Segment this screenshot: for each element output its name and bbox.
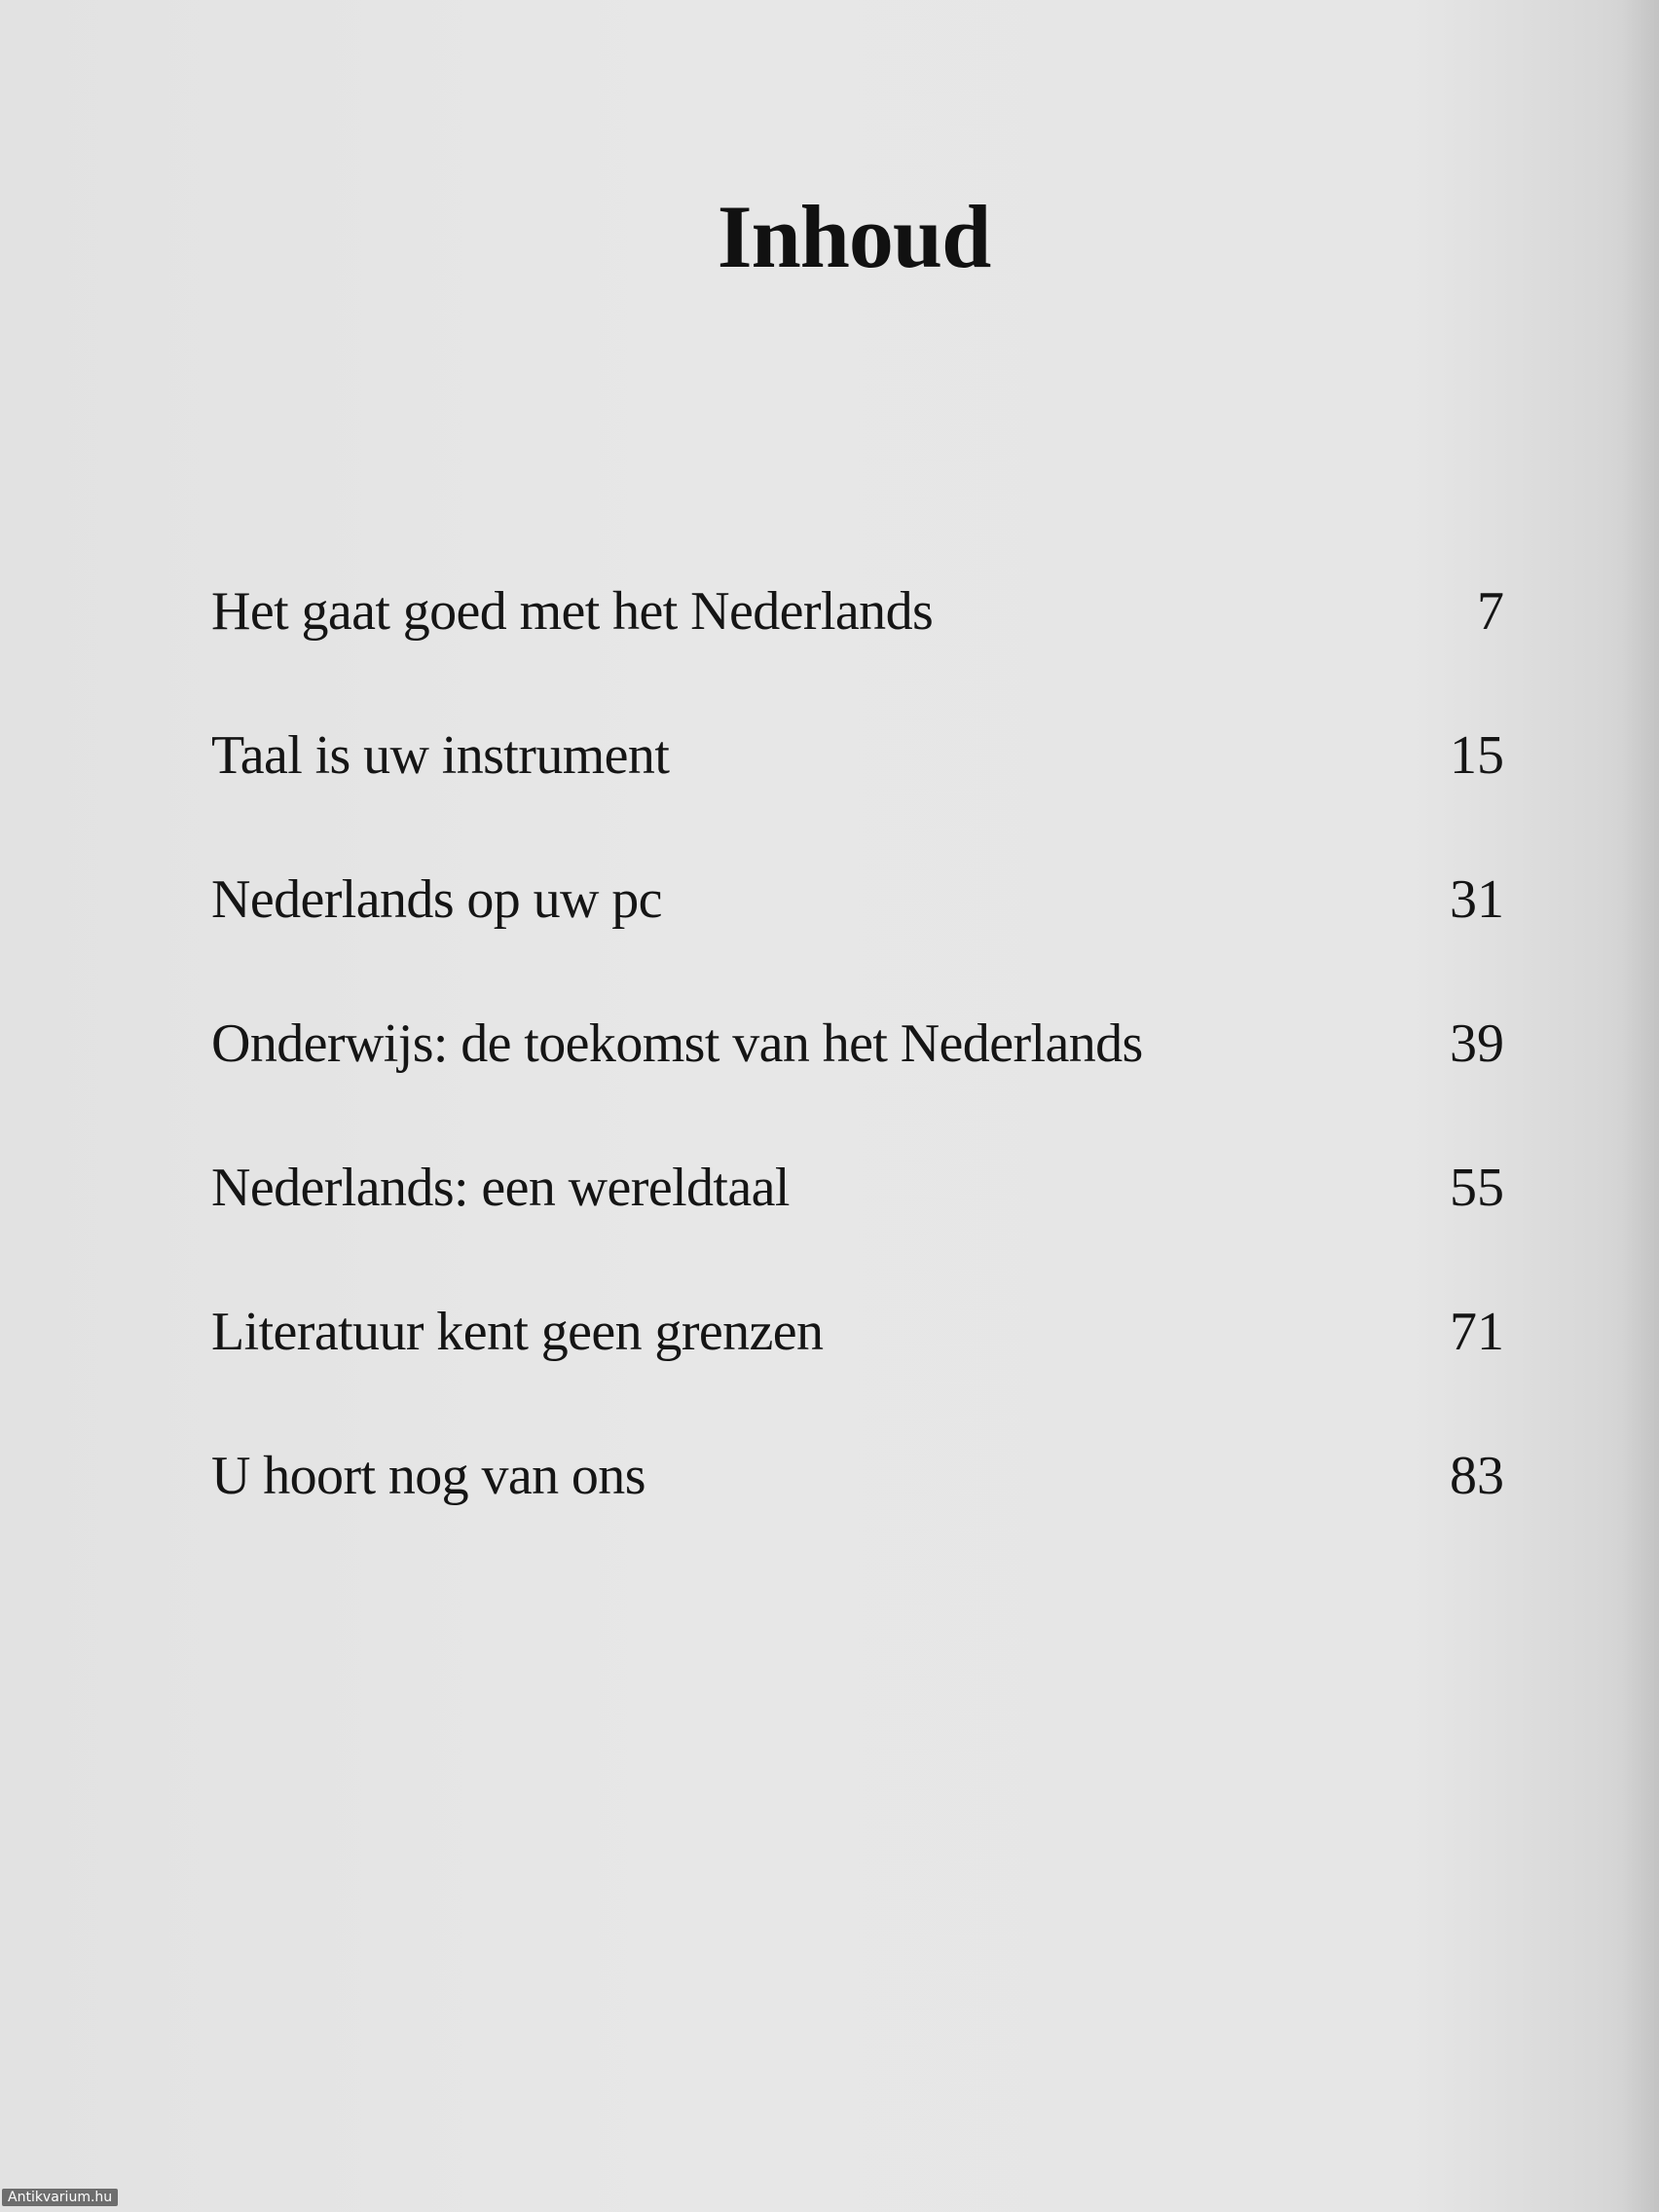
toc-entry [211,1293,1504,1437]
toc-entry-page: 39 [1450,1014,1504,1074]
toc-entry-page: 71 [1450,1302,1504,1362]
page-title: Inhoud [717,186,991,286]
toc-entry [211,1149,1504,1293]
toc-entry-title: Nederlands op uw pc [211,869,662,930]
toc-entry-title: Onderwijs: de toekomst van het Nederlands [211,1014,1143,1074]
page-edge-shadow [1620,0,1659,2212]
toc-entry-title: Literatuur kent geen grenzen [211,1302,824,1362]
toc-entry-title: Het gaat goed met het Nederlands [211,581,934,642]
toc-entry-page: 7 [1477,581,1504,642]
toc-entry-page: 83 [1450,1446,1504,1506]
toc-entry [211,1437,1504,1581]
toc-entry-page: 15 [1450,725,1504,786]
toc-entry-title: Nederlands: een wereldtaal [211,1158,790,1218]
watermark-label: Antikvarium.hu [2,2189,118,2206]
toc-entry [211,717,1504,861]
toc-entry [211,572,1504,717]
toc-entry [211,1005,1504,1149]
toc-entry-page: 31 [1450,869,1504,930]
toc-entry-title: Taal is uw instrument [211,725,670,786]
table-of-contents [211,572,1504,1581]
toc-entry-page: 55 [1450,1158,1504,1218]
toc-entry [211,861,1504,1005]
toc-entry-title: U hoort nog van ons [211,1446,645,1506]
